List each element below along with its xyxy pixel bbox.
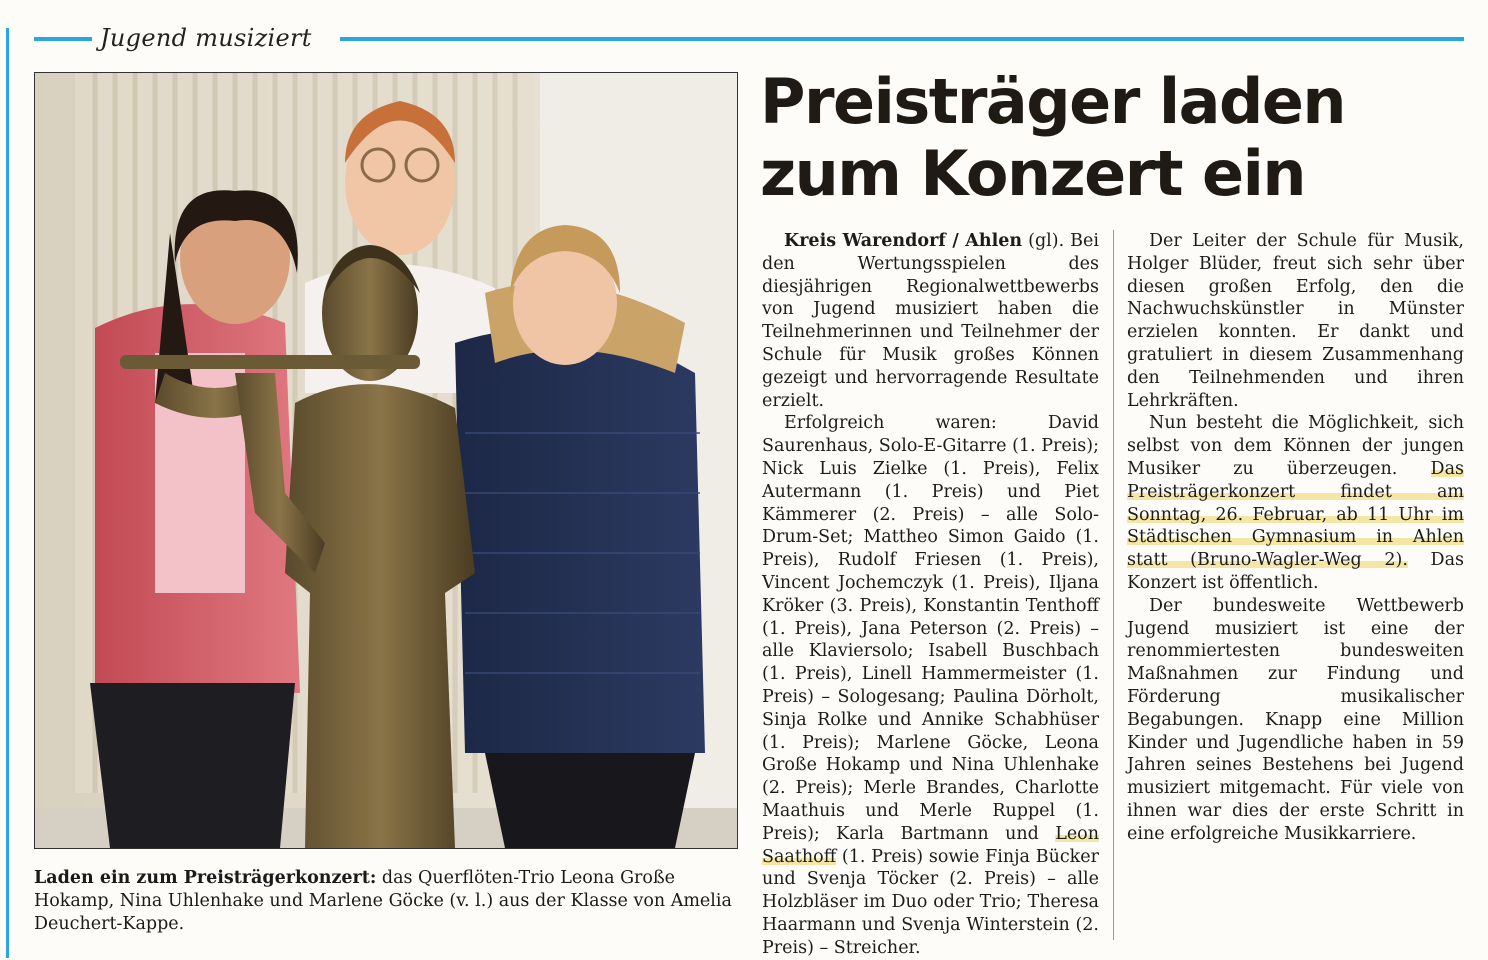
article-paragraph-1 xyxy=(762,230,1099,412)
highlighted-concert-info: Das Preisträgerkonzert findet am Sonntag, 26. Februar, ab 11 Uhr im Städtischen Gymnasium in Ahlen statt (Bruno-Wagler-Weg 2). xyxy=(1127,458,1464,571)
paragraph-2-text-b: (1. Preis) sowie Finja Bücker und Svenja Töcker (2. Preis) – alle Holzbläser im Duo oder Trio; Theresa Haarmann und Svenja Winterstein (2. Preis) – Streicher. xyxy=(762,846,1099,958)
photo-caption xyxy=(34,867,736,936)
article-column-1 xyxy=(762,230,1099,960)
rubric-label: Jugend musiziert xyxy=(100,24,312,52)
paragraph-4-text-a: Nun besteht die Möglichkeit, sich selbst von dem Können der jungen Musiker zu überzeugen. xyxy=(1127,413,1464,479)
paragraph-4-text-b: Das Konzert ist öffentlich. xyxy=(1127,550,1464,593)
headline-line-1: Preisträger laden xyxy=(760,65,1346,138)
article-paragraph-2 xyxy=(762,412,1099,959)
paragraph-1-text: Bei den Wertungsspielen des diesjährigen Regionalwettbewerbs von Jugend musiziert haben die Teilnehmerinnen und Teilnehmer der Schule für Musik großes Können gezeigt und hervorragende Resultate erzielt. xyxy=(762,231,1099,411)
caption-lead: Laden ein zum Preisträgerkonzert: xyxy=(34,868,377,888)
highlighted-name: Leon Saathoff xyxy=(762,823,1099,867)
rubric-line-left xyxy=(34,37,92,41)
left-accent-rule xyxy=(6,28,9,958)
headline-line-2: zum Konzert ein xyxy=(760,137,1305,210)
rubric-line-right xyxy=(340,37,1464,41)
article-photo xyxy=(34,72,738,849)
article-paragraph-5: Der bundesweite Wettbewerb Jugend musiziert ist eine der renommiertesten bundesweiten Maßnahmen zur Findung und Förderung musikalischer Begabungen. Knapp eine Million Kinder und Jugendliche haben in 59 Jahren seines Bestehens bei Jugend musiziert mitgemacht. Für viele von ihnen war dies der erste Schritt in eine erfolgreiche Musikkarriere. xyxy=(1127,595,1464,844)
article-paragraph-3: Der Leiter der Schule für Musik, Holger Blüder, freut sich sehr über diesen großen Erfolg, den die Nachwuchskünstler in Münster erzielen konnten. Er dankt und gratuliert in diesem Zusammenhang den Teilnehmenden und ihren Lehrkräften. xyxy=(1127,231,1464,411)
article-column-2 xyxy=(1127,230,1464,846)
article-paragraph-4 xyxy=(1127,412,1464,594)
caption-text: das Querflöten-Trio Leona Große Hokamp, Nina Uhlenhake und Marlene Göcke (v. l.) aus der Klasse von Amelia Deuchert-Kappe. xyxy=(34,868,732,934)
paragraph-2-text-a: Erfolgreich waren: David Saurenhaus, Solo-E-Gitarre (1. Preis); Nick Luis Zielke (1. Preis), Felix Autermann (1. Preis) und Piet Kämmerer (2. Preis) – alle Solo-Drum-Set; Mattheo Simon Gaido (1. Preis), Rudolf Friesen (1. Preis), Vincent Jochemczyk (1. Preis), Iljana Kröker (3. Preis), Konstantin Tenthoff (1. Preis), Jana Peterson (2. Preis) – alle Klaviersolo; Isabell Buschbach (1. Preis), Linell Hammermeister (1. Preis) – Sologesang; Paulina Dörholt, Sinja Rolke und Annike Schabhüser (1. Preis); Marlene Göcke, Leona Große Hokamp und Nina Uhlenhake (2. Preis); Merle Brandes, Charlotte Maathuis und Merle Ruppel (1. Preis); Karla Bartmann und xyxy=(762,413,1099,844)
article-headline xyxy=(760,66,1470,210)
dateline: Kreis Warendorf / Ahlen xyxy=(784,231,1023,251)
agency-tag: (gl). xyxy=(1022,231,1065,251)
photo-illustration xyxy=(35,73,737,848)
column-divider xyxy=(1113,230,1114,940)
